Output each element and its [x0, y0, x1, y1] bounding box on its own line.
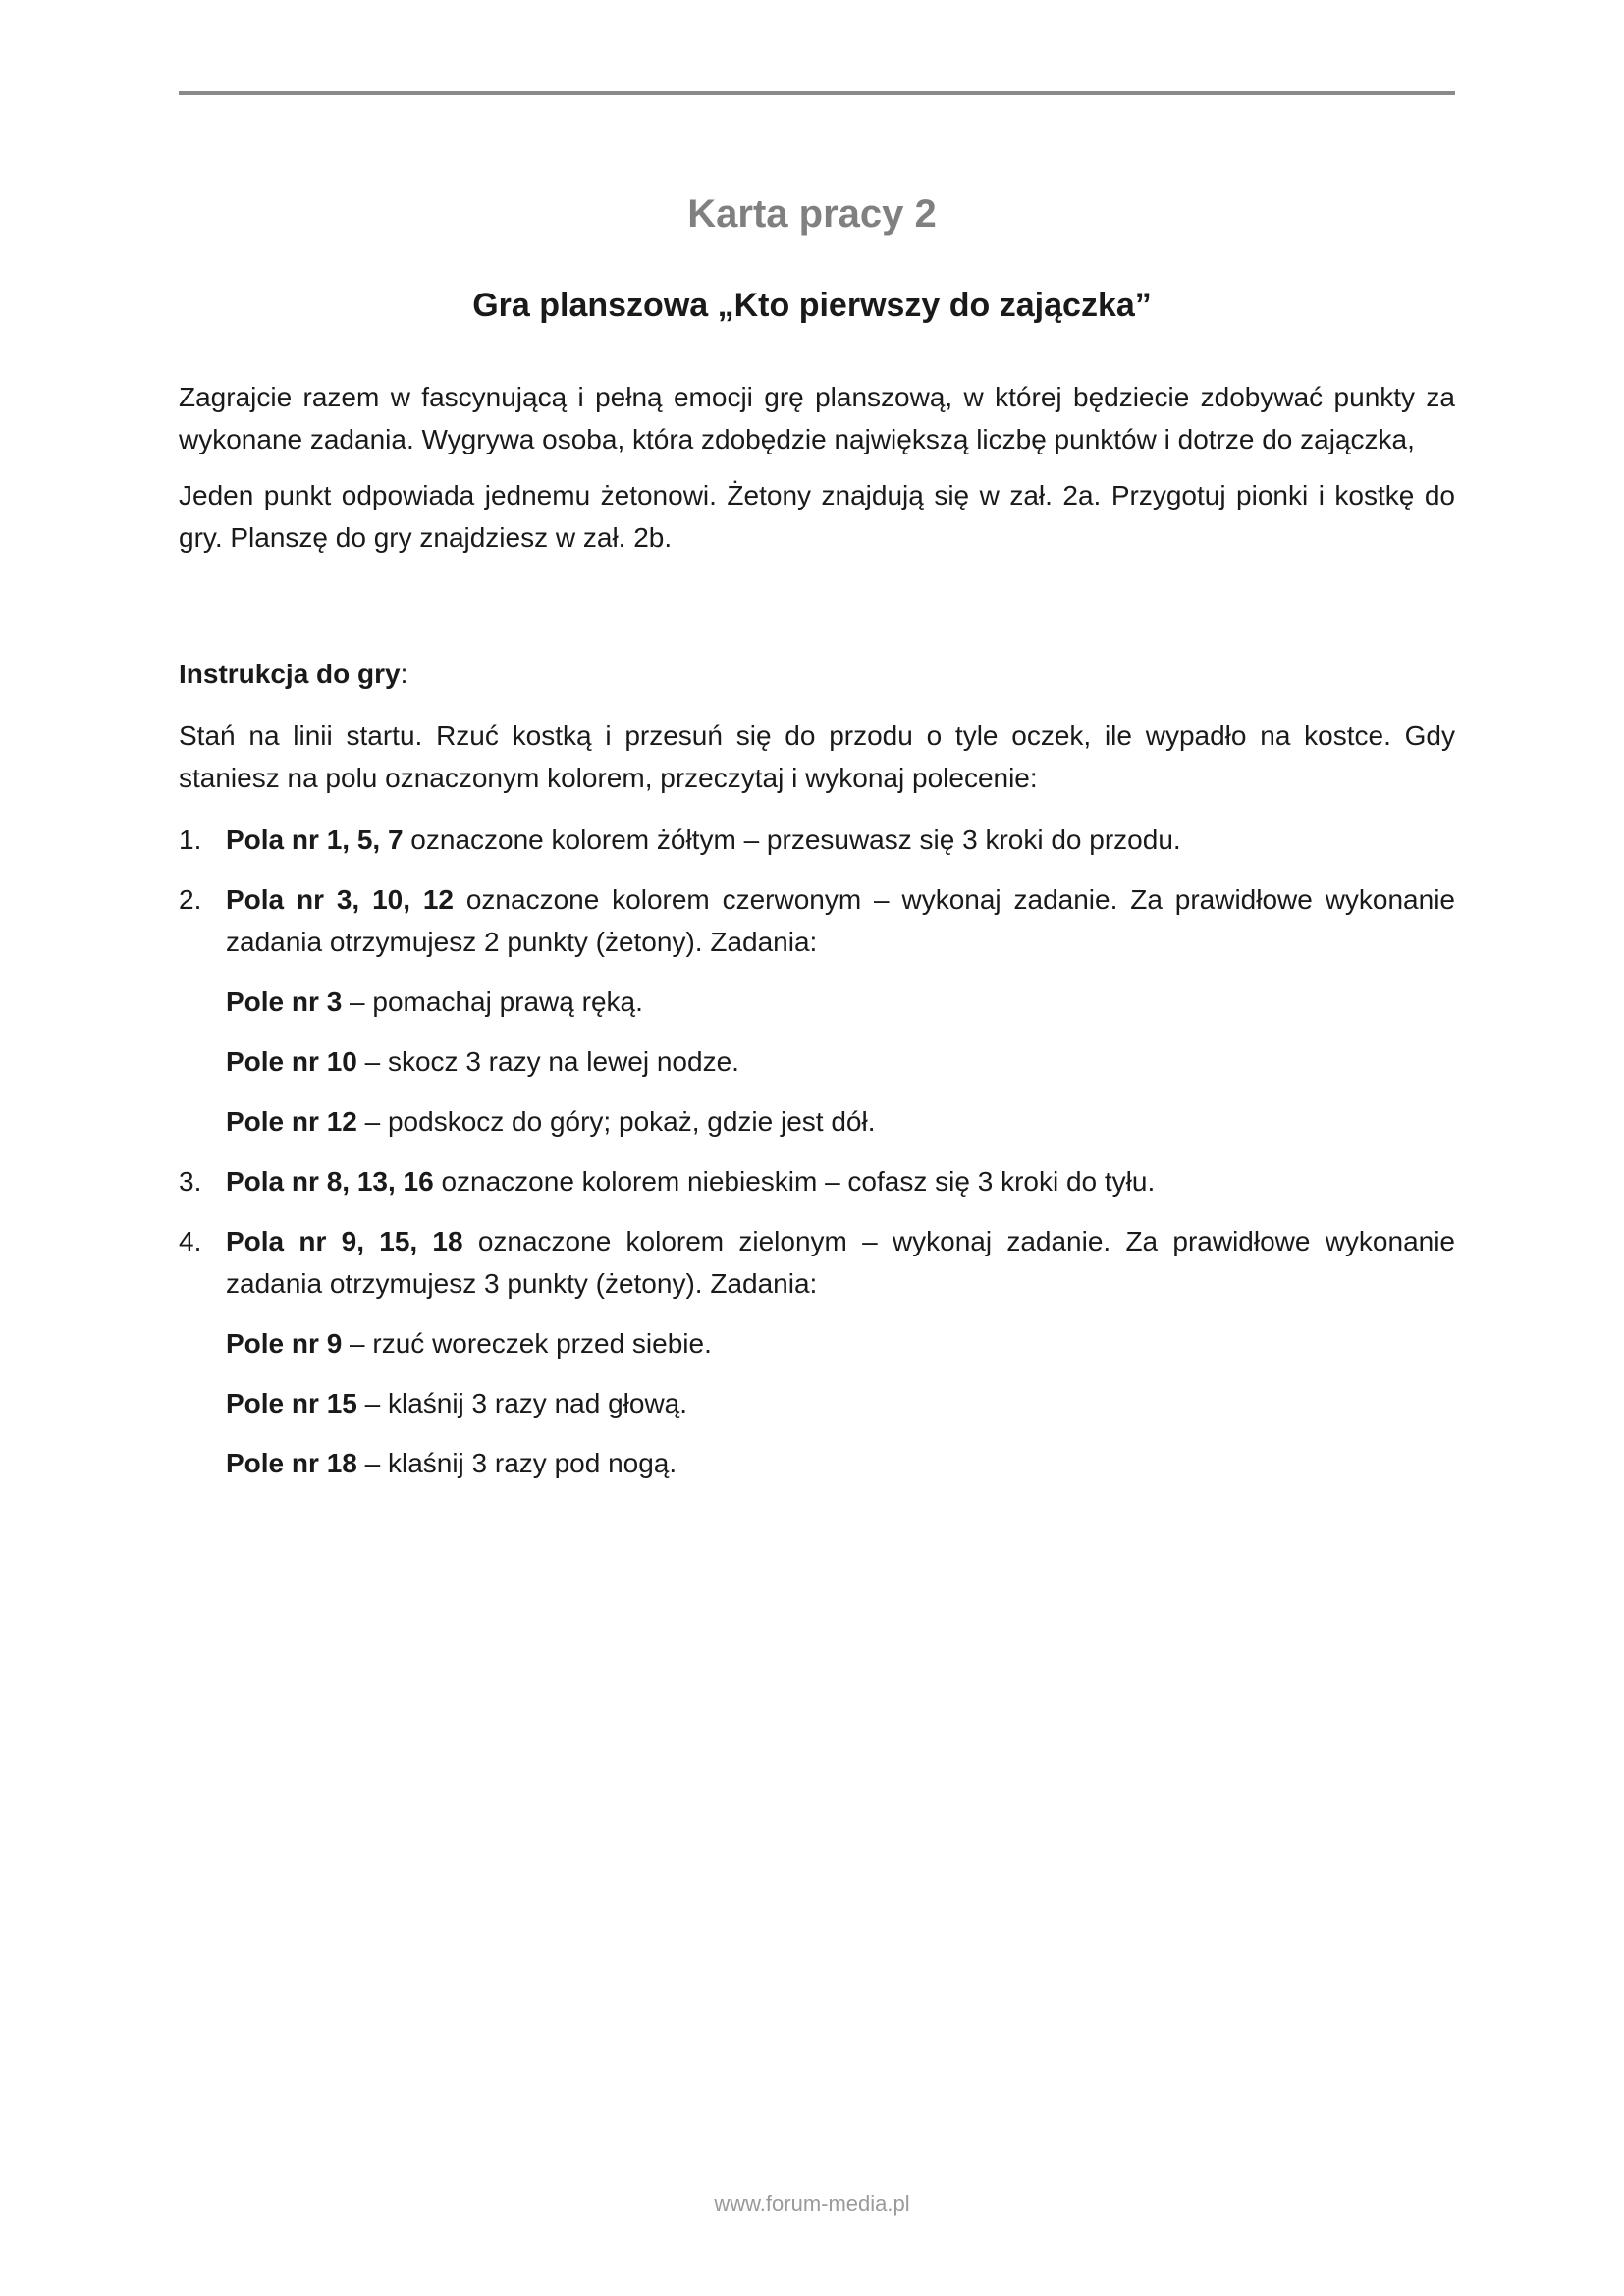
task-description: – skocz 3 razy na lewej nodze. [356, 1046, 739, 1077]
instructions-heading-colon: : [400, 659, 408, 689]
task-item [226, 1322, 1455, 1364]
rule-fields: Pola nr 1, 5, 7 [226, 825, 404, 855]
rule-description: oznaczone kolorem czerwonym – wykonaj zadanie. Za prawidłowe wykonanie zadania otrzymujesz 2 punkty (żetony). Zadania: [226, 884, 1455, 957]
task-description: – rzuć woreczek przed siebie. [342, 1328, 712, 1359]
worksheet-title: Karta pracy 2 [687, 192, 937, 236]
document-body [179, 376, 1455, 1502]
task-item [226, 1442, 1455, 1484]
intro-paragraph-2: Jeden punkt odpowiada jednemu żetonowi. Żetony znajdują się w zał. 2a. Przygotuj pionki i kostkę do gry. Planszę do gry znajdziesz w zał. 2b. [179, 480, 1455, 553]
rule-text [226, 879, 1455, 963]
task-description: – klaśnij 3 razy nad głową. [356, 1388, 688, 1418]
task-item [226, 1041, 1455, 1083]
rule-item [179, 879, 1455, 1143]
rule-fields: Pola nr 8, 13, 16 [226, 1166, 434, 1197]
rule-number: 1. [179, 825, 202, 855]
rule-description: oznaczone kolorem zielonym – wykonaj zadanie. Za prawidłowe wykonanie zadania otrzymujesz 3 punkty (żetony). Zadania: [226, 1226, 1456, 1299]
footer-url: www.forum-media.pl [714, 2191, 910, 2216]
instructions-heading [179, 653, 1455, 695]
task-item [226, 981, 1455, 1023]
game-title: Gra planszowa „Kto pierwszy do zajączka” [472, 287, 1152, 324]
rule-text [226, 819, 1455, 861]
rule-fields: Pola nr 3, 10, 12 [226, 884, 454, 915]
rule-description: oznaczone kolorem niebieskim – cofasz się 3 kroki do tyłu. [433, 1166, 1156, 1197]
rule-number: 2. [179, 884, 202, 915]
rule-description: oznaczone kolorem żółtym – przesuwasz się 3 kroki do przodu. [403, 825, 1181, 855]
instructions-heading-text: Instrukcja do gry [179, 659, 401, 689]
task-description: – pomachaj prawą ręką. [342, 987, 643, 1017]
rule-text [226, 1220, 1455, 1305]
task-field: Pole nr 15 [226, 1388, 357, 1418]
task-field: Pole nr 10 [226, 1046, 357, 1077]
task-item [226, 1100, 1455, 1143]
rule-item [179, 1220, 1455, 1484]
task-item [226, 1382, 1455, 1424]
task-field: Pole nr 9 [226, 1328, 343, 1359]
top-divider [179, 91, 1455, 95]
rule-text [226, 1160, 1455, 1202]
task-field: Pole nr 12 [226, 1106, 357, 1137]
rule-item [179, 1160, 1455, 1202]
rule-item [179, 819, 1455, 861]
instructions-text: Stań na linii startu. Rzuć kostką i przesuń się do przodu o tyle oczek, ile wypadło na kostce. Gdy staniesz na polu oznaczonym kolorem, przeczytaj i wykonaj polecenie: [179, 721, 1455, 793]
rule-number: 3. [179, 1166, 202, 1197]
rules-list [179, 819, 1455, 1484]
rule-fields: Pola nr 9, 15, 18 [226, 1226, 463, 1256]
intro-paragraph-1: Zagrajcie razem w fascynującą i pełną emocji grę planszową, w której będziecie zdobywać punkty za wykonane zadania. Wygrywa osoba, która zdobędzie największą liczbę punktów i dotrze do zajączka, [179, 382, 1455, 454]
task-description: – klaśnij 3 razy pod nogą. [356, 1448, 677, 1478]
task-field: Pole nr 18 [226, 1448, 357, 1478]
task-description: – podskocz do góry; pokaż, gdzie jest dół. [356, 1106, 876, 1137]
rule-number: 4. [179, 1226, 202, 1256]
task-field: Pole nr 3 [226, 987, 343, 1017]
